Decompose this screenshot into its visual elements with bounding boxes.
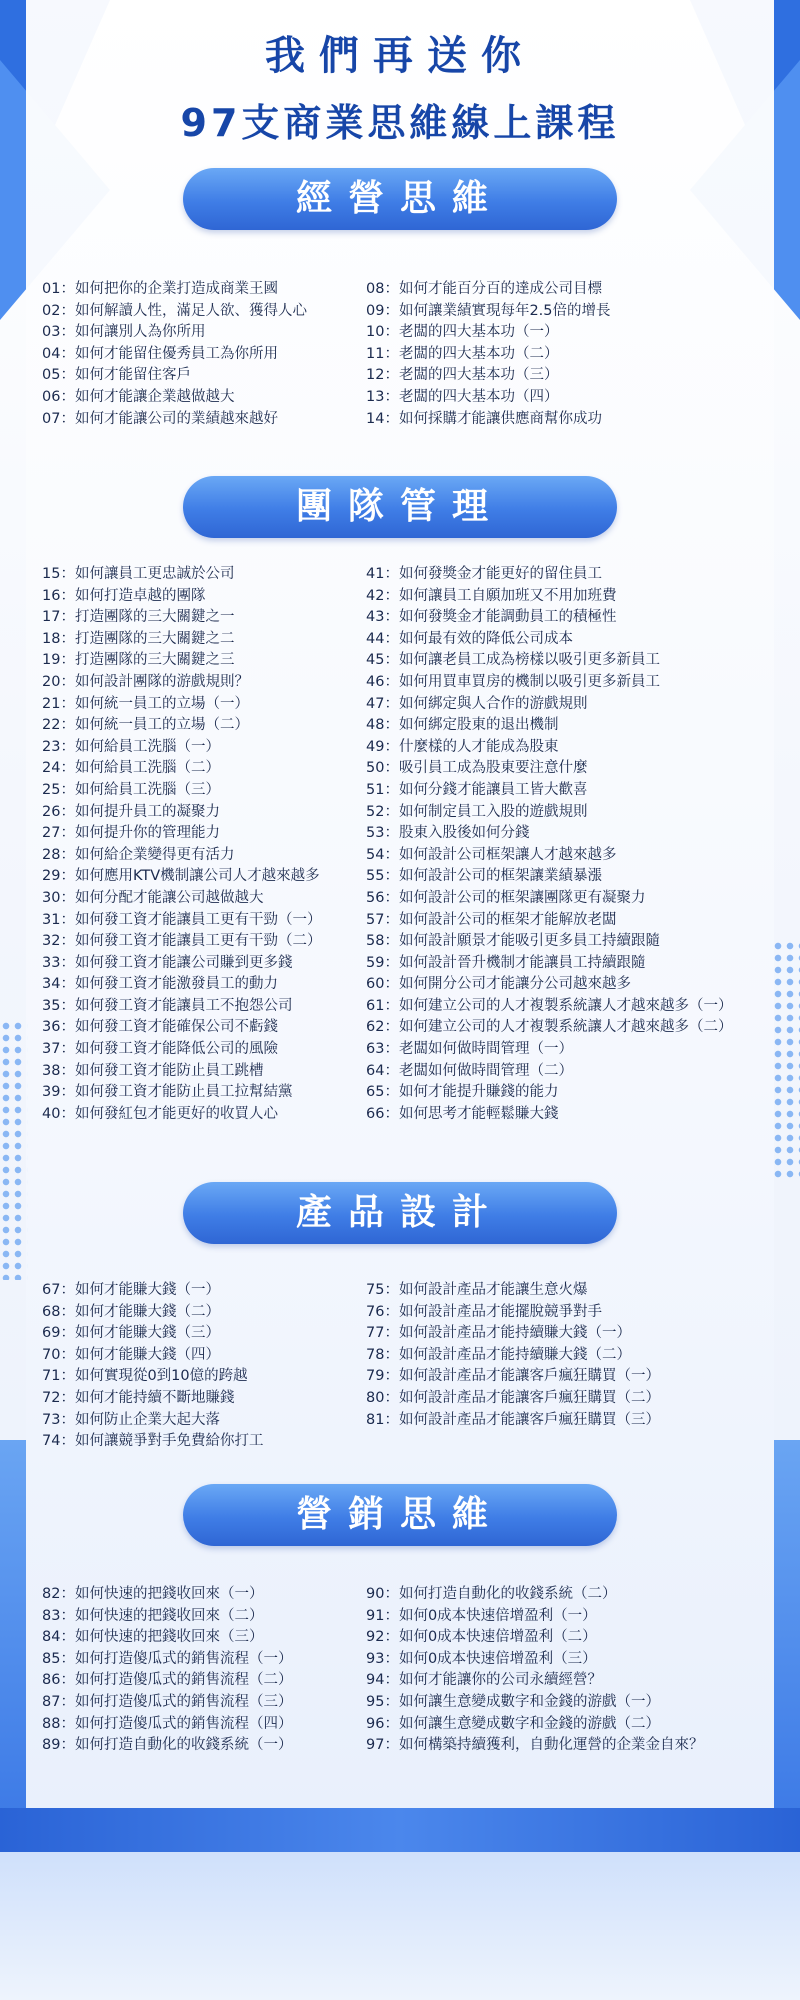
course-item: 04：如何才能留住優秀員工為你所用 xyxy=(42,345,278,362)
course-item: 17：打造團隊的三大關鍵之一 xyxy=(42,609,235,626)
course-item: 40：如何發紅包才能更好的收買人心 xyxy=(42,1105,278,1122)
course-item: 43：如何發獎金才能調動員工的積極性 xyxy=(366,609,617,626)
page-subtitle: 97支商業思維線上課程 xyxy=(180,101,620,145)
course-item: 31：如何發工資才能讓員工更有干勁（一） xyxy=(42,911,322,928)
course-item: 67：如何才能賺大錢（一） xyxy=(42,1282,220,1298)
dot-pattern-left xyxy=(0,1020,28,1280)
course-item: 33：如何發工資才能讓公司賺到更多錢 xyxy=(42,954,293,971)
course-item: 26：如何提升員工的凝聚力 xyxy=(42,803,220,820)
course-item: 49：什麼樣的人才能成為股東 xyxy=(366,738,559,755)
course-item: 66：如何思考才能輕鬆賺大錢 xyxy=(366,1105,559,1122)
course-item: 77：如何設計產品才能持續賺大錢（一） xyxy=(366,1325,631,1342)
course-list-marketing-left xyxy=(42,1584,362,1757)
course-item: 13：老闆的四大基本功（四） xyxy=(366,388,559,405)
side-stripe-left xyxy=(0,1440,26,1820)
course-item: 95：如何讓生意變成數字和金錢的游戲（一） xyxy=(366,1693,660,1710)
course-list-team-left xyxy=(42,564,362,1125)
course-item: 79：如何設計產品才能讓客戶瘋狂購買（一） xyxy=(366,1368,660,1385)
course-item: 85：如何打造傻瓜式的銷售流程（一） xyxy=(42,1650,293,1667)
course-item: 46：如何用買車買房的機制以吸引更多新員工 xyxy=(366,673,660,690)
course-item: 25：如何給員工洗腦（三） xyxy=(42,781,220,798)
course-item: 21：如何統一員工的立場（一） xyxy=(42,695,249,712)
course-item: 88：如何打造傻瓜式的銷售流程（四） xyxy=(42,1715,293,1732)
course-item: 07：如何才能讓公司的業績越來越好 xyxy=(42,410,278,427)
course-item: 05：如何才能留住客戶 xyxy=(42,367,191,384)
course-item: 09：如何讓業績實現每年2.5倍的增長 xyxy=(366,302,611,319)
course-item: 62：如何建立公司的人才複製系統讓人才越來越多（二） xyxy=(366,1019,733,1036)
course-item: 57：如何設計公司的框架才能解放老闆 xyxy=(366,911,617,928)
course-item: 14：如何採購才能讓供應商幫你成功 xyxy=(366,410,602,427)
course-item: 08：如何才能百分百的達成公司目標 xyxy=(366,281,602,297)
course-item: 39：如何發工資才能防止員工拉幫結黨 xyxy=(42,1084,293,1101)
course-item: 69：如何才能賺大錢（三） xyxy=(42,1325,220,1342)
course-item: 42：如何讓員工自願加班又不用加班費 xyxy=(366,587,617,604)
section-heading-team: 團隊管理 xyxy=(183,476,617,538)
course-item: 84：如何快速的把錢收回來（三） xyxy=(42,1629,264,1646)
course-item: 60：如何開分公司才能讓分公司越來越多 xyxy=(366,976,631,993)
course-item: 93：如何0成本快速倍增盈利（三） xyxy=(366,1650,597,1667)
course-item: 59：如何設計晉升機制才能讓員工持續跟隨 xyxy=(366,954,646,971)
course-item: 54：如何設計公司框架讓人才越來越多 xyxy=(366,846,617,863)
course-item: 11：老闆的四大基本功（二） xyxy=(366,345,559,362)
course-item: 52：如何制定員工入股的遊戲規則 xyxy=(366,803,588,820)
course-item: 76：如何設計產品才能擺脫競爭對手 xyxy=(366,1303,602,1320)
course-item: 19：打造團隊的三大關鍵之三 xyxy=(42,652,235,669)
course-item: 30：如何分配才能讓公司越做越大 xyxy=(42,889,264,906)
course-item: 06：如何才能讓企業越做越大 xyxy=(42,388,235,405)
course-item: 03：如何讓別人為你所用 xyxy=(42,324,206,341)
course-item: 83：如何快速的把錢收回來（二） xyxy=(42,1607,264,1624)
course-item: 56：如何設計公司的框架讓團隊更有凝聚力 xyxy=(366,889,646,906)
course-item: 44：如何最有效的降低公司成本 xyxy=(366,630,573,647)
course-item: 55：如何設計公司的框架讓業績暴漲 xyxy=(366,868,602,885)
course-list-product-right xyxy=(366,1280,766,1431)
course-item: 80：如何設計產品才能讓客戶瘋狂購買（二） xyxy=(366,1389,660,1406)
course-list-marketing-right xyxy=(366,1584,766,1757)
course-item: 36：如何發工資才能確保公司不虧錢 xyxy=(42,1019,278,1036)
course-list-team-right xyxy=(366,564,766,1125)
course-item: 91：如何0成本快速倍增盈利（一） xyxy=(366,1607,597,1624)
course-item: 50：吸引員工成為股東要注意什麼 xyxy=(366,760,588,777)
section-heading-marketing: 營銷思維 xyxy=(183,1484,617,1546)
course-item: 78：如何設計產品才能持續賺大錢（二） xyxy=(366,1346,631,1363)
course-item: 63：老闆如何做時間管理（一） xyxy=(366,1041,573,1058)
course-item: 45：如何讓老員工成為榜樣以吸引更多新員工 xyxy=(366,652,660,669)
course-item: 58：如何設計願景才能吸引更多員工持續跟隨 xyxy=(366,933,660,950)
dot-pattern-right xyxy=(772,940,800,1180)
bottom-band xyxy=(0,1808,800,1852)
course-item: 73：如何防止企業大起大落 xyxy=(42,1411,220,1428)
section-heading-product: 產品設計 xyxy=(183,1182,617,1244)
course-item: 81：如何設計產品才能讓客戶瘋狂購買（三） xyxy=(366,1411,660,1428)
course-item: 92：如何0成本快速倍增盈利（二） xyxy=(366,1629,597,1646)
course-item: 29：如何應用KTV機制讓公司人才越來越多 xyxy=(42,868,320,885)
course-item: 90：如何打造自動化的收錢系統（二） xyxy=(366,1586,617,1602)
course-item: 16：如何打造卓越的團隊 xyxy=(42,587,206,604)
course-item: 38：如何發工資才能防止員工跳槽 xyxy=(42,1062,264,1079)
course-item: 97：如何構築持續獲利，自動化運營的企業金自來？ xyxy=(366,1737,704,1754)
page-title: 我們再送你 xyxy=(265,33,535,79)
course-item: 94：如何才能讓你的公司永續經營？ xyxy=(366,1672,602,1689)
course-item: 18：打造團隊的三大關鍵之二 xyxy=(42,630,235,647)
course-item: 10：老闆的四大基本功（一） xyxy=(366,324,559,341)
course-item: 20：如何設計團隊的游戲規則？ xyxy=(42,673,249,690)
course-item: 12：老闆的四大基本功（三） xyxy=(366,367,559,384)
course-item: 27：如何提升你的管理能力 xyxy=(42,825,220,842)
bottom-fade xyxy=(0,1852,800,2000)
course-item: 23：如何給員工洗腦（一） xyxy=(42,738,220,755)
course-item: 22：如何統一員工的立場（二） xyxy=(42,717,249,734)
side-stripe-right xyxy=(774,1440,800,1820)
course-list-operations-right xyxy=(366,279,766,430)
course-item: 72：如何才能持續不斷地賺錢 xyxy=(42,1389,235,1406)
course-item: 37：如何發工資才能降低公司的風險 xyxy=(42,1041,278,1058)
section-heading-operations: 經營思維 xyxy=(183,168,617,230)
course-item: 89：如何打造自動化的收錢系統（一） xyxy=(42,1737,293,1754)
course-item: 24：如何給員工洗腦（二） xyxy=(42,760,220,777)
course-item: 70：如何才能賺大錢（四） xyxy=(42,1346,220,1363)
course-item: 75：如何設計產品才能讓生意火爆 xyxy=(366,1282,588,1298)
course-list-operations-left xyxy=(42,279,362,430)
course-item: 02：如何解讀人性，滿足人欲、獲得人心 xyxy=(42,302,307,319)
course-item: 96：如何讓生意變成數字和金錢的游戲（二） xyxy=(366,1715,660,1732)
course-item: 71：如何實現從0到10億的跨越 xyxy=(42,1368,248,1385)
course-item: 41：如何發獎金才能更好的留住員工 xyxy=(366,566,602,582)
course-item: 82：如何快速的把錢收回來（一） xyxy=(42,1586,264,1602)
course-item: 64：老闆如何做時間管理（二） xyxy=(366,1062,573,1079)
course-item: 51：如何分錢才能讓員工皆大歡喜 xyxy=(366,781,588,798)
course-item: 86：如何打造傻瓜式的銷售流程（二） xyxy=(42,1672,293,1689)
course-item: 32：如何發工資才能讓員工更有干勁（二） xyxy=(42,933,322,950)
course-item: 15：如何讓員工更忠誠於公司 xyxy=(42,566,235,582)
course-item: 53：股東入股後如何分錢 xyxy=(366,825,530,842)
course-item: 48：如何綁定股東的退出機制 xyxy=(366,717,559,734)
course-item: 47：如何綁定與人合作的游戲規則 xyxy=(366,695,588,712)
course-item: 74：如何讓競爭對手免費給你打工 xyxy=(42,1433,264,1450)
course-item: 68：如何才能賺大錢（二） xyxy=(42,1303,220,1320)
course-item: 34：如何發工資才能激發員工的動力 xyxy=(42,976,278,993)
course-item: 01：如何把你的企業打造成商業王國 xyxy=(42,281,278,297)
course-item: 87：如何打造傻瓜式的銷售流程（三） xyxy=(42,1693,293,1710)
course-item: 61：如何建立公司的人才複製系統讓人才越來越多（一） xyxy=(366,997,733,1014)
course-item: 65：如何才能提升賺錢的能力 xyxy=(366,1084,559,1101)
course-item: 28：如何給企業變得更有活力 xyxy=(42,846,235,863)
course-item: 35：如何發工資才能讓員工不抱怨公司 xyxy=(42,997,293,1014)
course-list-product-left xyxy=(42,1280,362,1453)
